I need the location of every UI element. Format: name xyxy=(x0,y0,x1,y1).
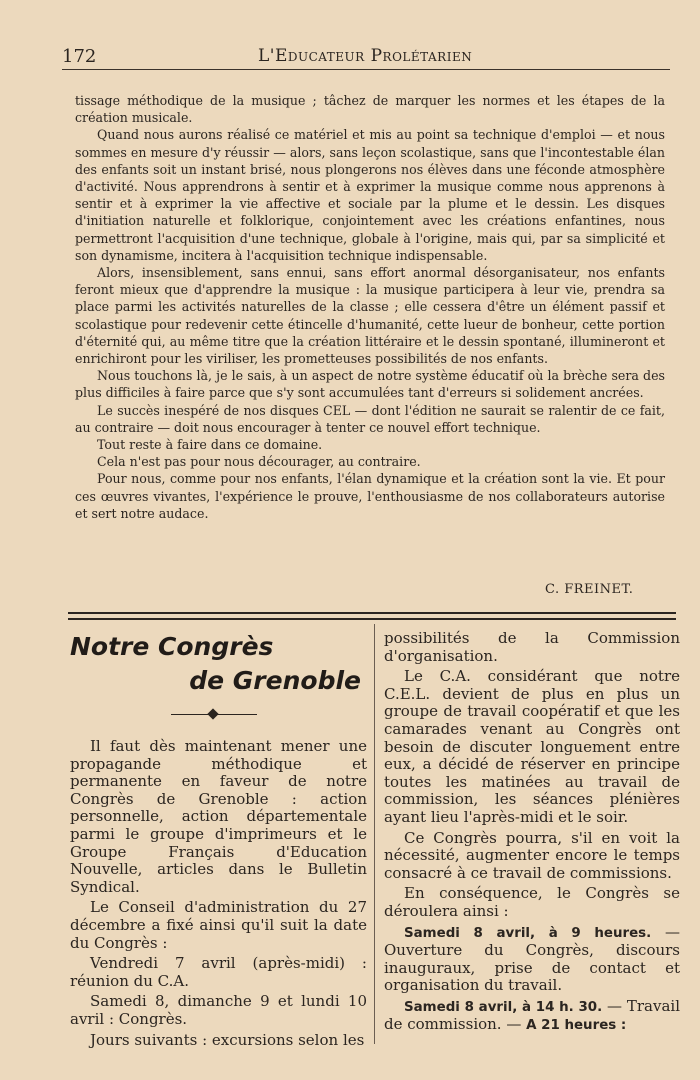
congress-left-column xyxy=(70,630,367,1052)
journal-title: L'Educateur Prolétarien xyxy=(258,46,473,66)
congress-left-text xyxy=(70,738,367,1049)
paragraph: Ce Congrès pourra, s'il en voit la nécessité, augmenter encore le temps consacré à ce travail de commissions. xyxy=(384,828,680,882)
paragraph: Nous touchons là, je le sais, à un aspect de notre système éducatif où la brèche sera des plus difficiles à faire parce que s'y sont accumulées tant d'erreurs si solidement ancrées. xyxy=(75,368,665,401)
paragraph: Le succès inespéré de nos disques CEL — dont l'édition ne saurait se ralentir de ce fait, au contraire — doit nous encourager à tenter ce nouvel effort technique. xyxy=(75,402,665,435)
schedule-what: — Travail de commission. — xyxy=(384,996,680,1034)
paragraph: Samedi 8, dimanche 9 et lundi 10 avril : Congrès. xyxy=(70,992,367,1028)
paragraph: Il faut dès maintenant mener une propagande méthodique et permanente en faveur de notre Congrès de Grenoble : action personnelle, action départementale parmi le groupe d'imprimeurs et le Groupe Français d'Education Nouvelle, articles dans le Bulletin Syndical. xyxy=(70,737,367,896)
schedule-when: Samedi 8 avril, à 9 heures. xyxy=(404,925,652,941)
music-article-text xyxy=(75,92,665,522)
column-divider xyxy=(374,624,375,1044)
paragraph: Pour nous, comme pour nos enfants, l'élan dynamique et la création sont la vie. Et pour ces œuvres vivantes, l'expérience le prouve, l'enthousiasme de nos collaborateurs autorise et sert notre audace. xyxy=(75,471,665,521)
author-signature: C. FREINET. xyxy=(545,582,634,597)
paragraph: Jours suivants : excursions selon les xyxy=(90,1030,365,1049)
paragraph-continuation: possibilités de la Commission d'organisation. xyxy=(384,629,680,665)
schedule-item xyxy=(384,998,680,1035)
title-line-1: Notre Congrès xyxy=(70,632,274,661)
ornament-divider xyxy=(171,708,257,722)
page-number: 172 xyxy=(62,46,97,67)
section-double-rule xyxy=(68,612,676,620)
paragraph: Tout reste à faire dans ce domaine. xyxy=(97,437,323,453)
schedule-what: — Ouverture du Congrès, discours inauguraux, prise de contact et organisation du travail. xyxy=(384,922,680,995)
paragraph: Le C.A. considérant que notre C.E.L. devient de plus en plus un groupe de travail coopératif et que les camarades venant au Congrès ont besoin de discuter longuement entre eux, a décidé de réserver en principe toutes les matinées au travail de commission, les séances plénières ayant lieu l'après-midi et le soir. xyxy=(384,667,680,826)
schedule-item xyxy=(384,924,680,995)
schedule-when: A 21 heures : xyxy=(526,1018,627,1034)
paragraph: Vendredi 7 avril (après-midi) : réunion du C.A. xyxy=(70,954,367,990)
page-header xyxy=(62,44,670,70)
schedule-when: Samedi 8 avril, à 14 h. 30. xyxy=(404,999,603,1015)
congress-right-text xyxy=(384,630,680,1035)
congress-title xyxy=(70,630,367,698)
paragraph: Le Conseil d'administration du 27 décembre a fixé ainsi qu'il suit la date du Congrès : xyxy=(70,898,367,952)
diamond-ornament-icon xyxy=(207,708,218,719)
paragraph: tissage méthodique de la musique ; tâchez de marquer les normes et les étapes de la création musicale. xyxy=(75,93,665,126)
congress-right-column xyxy=(384,630,680,1038)
title-line-2: de Grenoble xyxy=(189,666,361,695)
paragraph: En conséquence, le Congrès se déroulera ainsi : xyxy=(384,884,680,920)
paragraph: Quand nous aurons réalisé ce matériel et mis au point sa technique d'emploi — et nous sommes en mesure d'y réussir — alors, sans leçon scolastique, sans que l'incontestable élan des enfants soit un instant brisé, nous plongerons nos élèves dans une féconde atmosphère d'activité. Nous apprendrons à sentir et à exprimer la musique comme nous apprenons à sentir et à exprimer la vie affective et sociale par la plume et le dessin. Les disques d'initiation naturelle et folklorique, conjointement avec les créations enfantines, nous permettront l'acquisition d'une technique, globale à l'origine, mais qui, par sa simplicité et son dynamisme, incitera à l'acquisition technique indispensable. xyxy=(75,127,665,263)
paragraph: Cela n'est pas pour nous décourager, au contraire. xyxy=(97,454,421,470)
header-rule xyxy=(62,69,670,70)
paragraph: Alors, insensiblement, sans ennui, sans effort anormal désorganisateur, nos enfants feront mieux que d'apprendre la musique : la musique participera à leur vie, prendra sa place parmi les activités naturelles de la classe ; elle cessera d'être un élément passif et scolastique pour redevenir cette étincelle d'humanité, cette lueur de bonheur, cette portion d'éternité qui, au même titre que la création littéraire et le dessin spontané, illumineront et enrichiront pour les viriliser, les prometteuses possibilités de nos enfants. xyxy=(75,265,665,367)
